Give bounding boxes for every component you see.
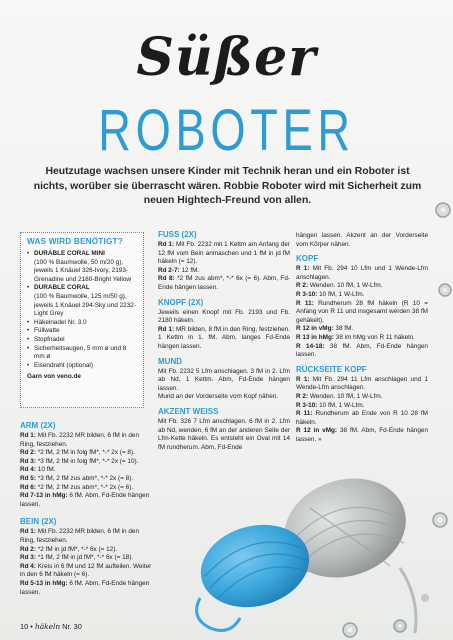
instruction-line: Rd 1: Mit Fb. 2232 mit 1 Kettm am Anfang der 12 fM vom Bein anmaschen und 1 fM in jd fM häkeln (= 12). (158, 241, 290, 266)
section-heading: RÜCKSEITE KOPF (296, 364, 367, 374)
instruction-line: R 2: Wenden. 10 fM, 1 W-Lfm. (296, 282, 383, 290)
instruction-line: Rd 7-13 in hMg: 6 fM. Abm, Fd-Ende hängen lassen. (20, 492, 150, 508)
instruction-line: R 12 in vMg: 38 fM. (296, 325, 354, 333)
instruction-line: Rd 4: Kreis in 6 fM und 12 fM aufteilen. Weiter in den 6 fM häkeln (= 6). (20, 562, 152, 579)
material-item: • Eisendraht (optional) (27, 362, 137, 371)
page-footer: 10 • häkeln Nr. 30 (20, 622, 82, 631)
magazine-brand: häkeln (34, 622, 61, 631)
section-rueckseite-kopf (296, 365, 428, 445)
section-akzent (158, 407, 290, 452)
column-right (296, 232, 428, 449)
material-item: • Stopfnadel (27, 336, 137, 345)
instruction-line: Rd 5: *3 fM, 2 fM zus abm*, *-* 2x (= 8). (20, 474, 134, 482)
yarn-balls-illustration (170, 448, 453, 640)
section-heading: ARM (2X) (20, 421, 56, 430)
instruction-line: R 13 in hMg: 38 im hMg von R 11 häkeln. (296, 333, 415, 341)
instruction-line: Mit Fb. 326 7 Lfm anschlagen. 6 fM in 2. Lfm ab Nd, wenden, 6 fM an der anderen Seite der Lfm-Kette häkeln. Es entsteht ein Oval mit 14 fM rundherum. Abm, Fd-Ende (158, 417, 290, 451)
instruction-line: R 1: Mit Fb. 294 11 Lfm anschlagen und 1 Wende-Lfm anschlagen. (296, 375, 428, 392)
section-mund (158, 357, 290, 402)
section-heading: KOPF (296, 254, 319, 264)
intro-text: Heutzutage wachsen unsere Kinder mit Technik heran und ein Roboter ist nichts, worüber sie überrascht wären. Robbie Roboter wird mit Sicherheit zum neuen Hightech-Freund von allen. (33, 166, 422, 206)
instruction-line: R 12 in vMg: 38 fM. Abm, Fd-Ende hängen lassen. » (296, 427, 429, 443)
section-heading: MUND (158, 356, 182, 366)
instruction-line: R 11: Rundherum ab Ende von R 10 28 fM häkeln. (296, 410, 428, 426)
section-knopf (158, 298, 290, 352)
instruction-line: Rd 1: MR bilden, 8 fM in den Ring, festziehen. 1 Kettm in 1. fM. Abm, langes Fd-Ende hängen lassen. (158, 325, 291, 350)
material-item: • Häkelnadel Nr. 3.0 (27, 319, 137, 328)
instruction-line: Rd 4: 10 fM. (20, 466, 56, 474)
page-number: 10 (20, 622, 29, 631)
material-item: • Füllwatte (27, 327, 137, 336)
section-arm (20, 421, 152, 509)
column-left (20, 421, 152, 602)
section-heading: FUSS (2X) (158, 230, 197, 239)
issue-number: Nr. 30 (62, 622, 82, 631)
instruction-line: R 3-10: 10 fM, 1 W-Lfm. (296, 401, 365, 409)
section-heading: AKZENT WEISS (158, 406, 219, 416)
material-item: • DURABLE CORAL MINI (100 % Baumwolle, 50 m/20 g), jeweils 1 Knäuel 326-Ivory, 2193-Grenadine und 2180-Bright Yellow (27, 250, 137, 284)
yarn-source: Garn von veno.de (27, 373, 81, 381)
instruction-line: R 2: Wenden. 10 fM, 1 W-Lfm. (296, 392, 383, 400)
instruction-line: Rd 3: *1 fM, 2 fM in jd fM*, *-* 6x (= 18). (20, 554, 134, 562)
washers-decoration (415, 200, 453, 300)
section-bein (20, 517, 152, 597)
section-fuss (158, 230, 290, 293)
instruction-line: R 11: Rundherum 28 fM häkeln (R 10 = Anfang von R 11 und insgesamt werden 38 fM gehäkelt). (296, 299, 428, 324)
instruction-line: R 14-18: 38 fM. Abm, Fd-Ende hängen lassen. (296, 342, 428, 359)
instruction-line: Rd 8: *2 fM zus abm*, *-* 6x (= 6). Abm, Fd-Ende hängen lassen. (158, 275, 290, 291)
instruction-line: Rd 1: Mit Fb. 2232 MR bilden, 6 fM in den Ring, festziehen. (20, 432, 139, 448)
materials-box (20, 232, 144, 408)
section-heading: KNOPF (2X) (158, 297, 204, 307)
instruction-line: Rd 2: *2 fM in jd fM*, *-* 6x (= 12). (20, 545, 118, 553)
material-item: • DURABLE CORAL (100 % Baumwolle, 125 m/50 g), jeweils 1 Knäuel 294-Sky und 2232-Light Grey (27, 284, 137, 318)
column-middle (158, 230, 290, 457)
instruction-line: Rd 6: *2 fM, 2 fM zus abm*, *-* 2x (= 6). (20, 483, 134, 491)
main-title: ROBOTER (98, 98, 355, 163)
materials-heading: WAS WIRD BENÖTIGT? (27, 237, 123, 246)
instruction-line: Rd 5-13 in hMg: 6 fM. Abm, Fd-Ende hängen lassen. (20, 579, 150, 596)
instruction-line: R 1: Mit Fb. 294 10 Lfm und 1 Wende-Lfm anschlagen. (296, 265, 428, 281)
material-item: • Sicherheitsaugen, 5 mm ø und 8 mm ø (27, 345, 137, 362)
instruction-line: hängen lassen. Akzent an der Vorderseite vom Körper nähen. (296, 232, 428, 248)
section-kopf (296, 254, 428, 360)
script-title: Süßer (136, 27, 317, 88)
materials-list (27, 250, 137, 370)
instruction-line: Rd 1: Mit Fb. 2232 MR bilden, 6 fM in den Ring, festziehen. (20, 528, 139, 544)
instruction-line: R 3-10: 10 fM, 1 W-Lfm. (296, 290, 365, 298)
instruction-line: Rd 3: *3 fM, 2 fM in folg fM*, *-* 2x (= 10). (20, 457, 139, 465)
instruction-line: Mit Fb. 2232 5 Lfm anschlagen. 3 fM in 2. Lfm ab Nd, 1 Kettm. Abm, Fd-Ende hängen lassen. (158, 367, 290, 392)
instruction-line: Jeweils einen Knopf mit Fb. 2193 und Fb. 2180 häkeln. (158, 308, 290, 325)
instruction-line: Rd 2-7: 12 fM. (158, 266, 200, 274)
instruction-line: Rd 2: *2 fM, 2 fM in folg fM*, *-* 2x (= 8). (20, 449, 135, 457)
section-heading: BEIN (2X) (20, 517, 57, 527)
instruction-line: Mund an der Vorderseite vom Kopf nähen. (158, 393, 279, 401)
